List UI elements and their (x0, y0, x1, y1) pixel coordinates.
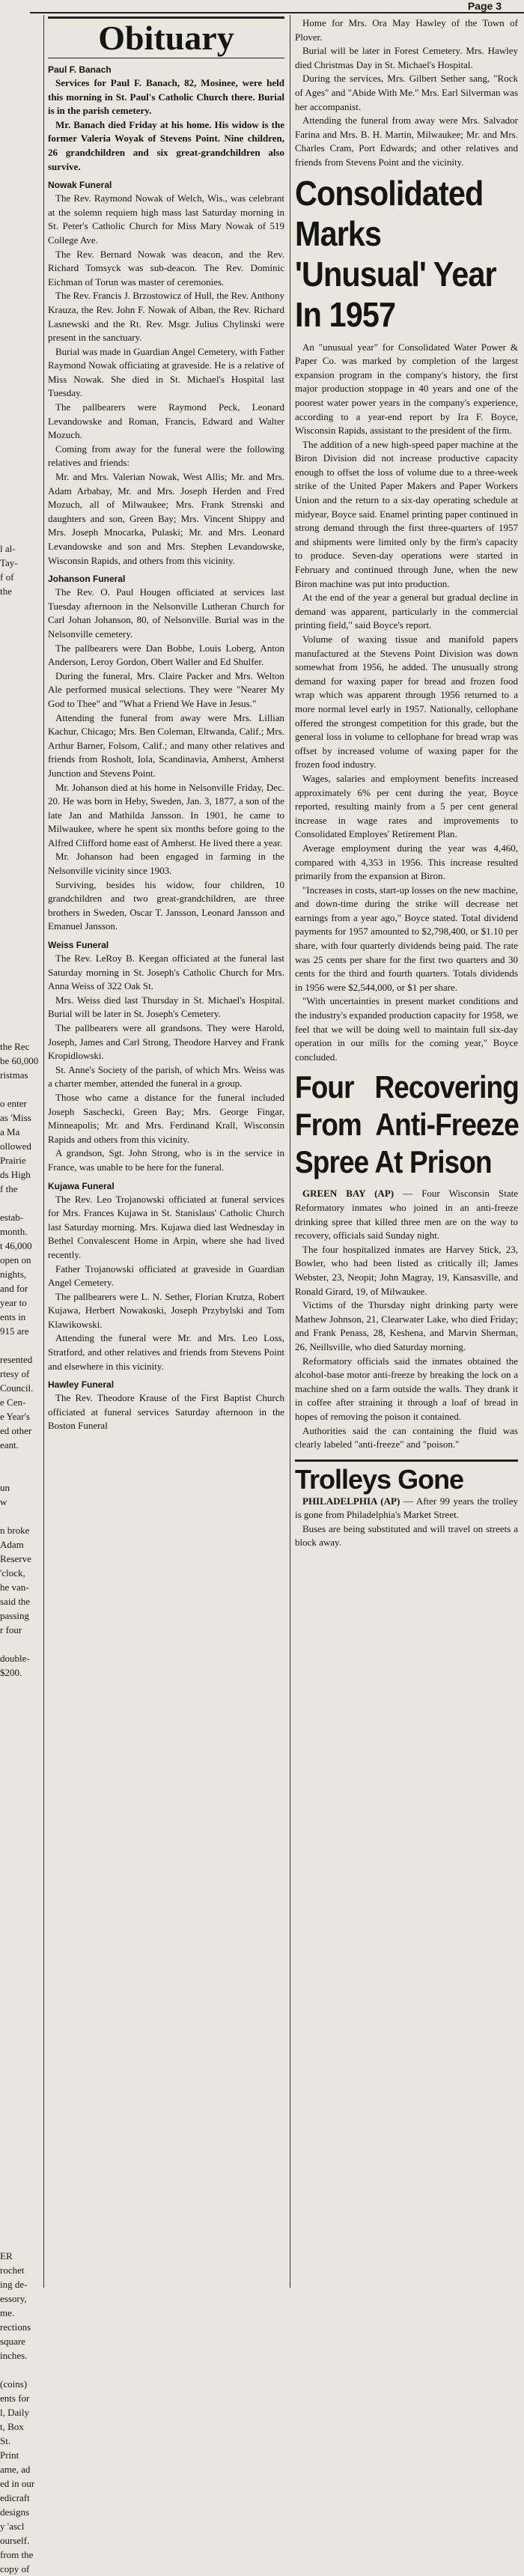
paragraph: Services for Paul F. Banach, 82, Mosinee, were held this morning in St. Paul's Catholic Church there. Burial is in the parish cemetery. (48, 77, 284, 117)
edge-text-line: edicraft (0, 2492, 30, 2503)
edge-text-line (0, 1737, 43, 1751)
edge-text-line (0, 641, 43, 655)
edge-text-line: Print (0, 2449, 19, 2461)
edge-text-line (0, 143, 43, 157)
edge-text-line: ed other (0, 1425, 32, 1436)
edge-text-line (0, 997, 43, 1011)
edge-text-line (0, 2092, 43, 2106)
edge-text-line (0, 2192, 43, 2206)
edge-text-line: Reserve (0, 1553, 31, 1564)
edge-text-line (0, 741, 43, 755)
edge-text-line: copy of (0, 2563, 30, 2575)
paragraph: The pallbearers were all grandsons. They were Harold, Joseph, James and Carl Strong, Theodore Harvey and Frank Kropidlowski. (48, 1022, 284, 1062)
edge-text-line (0, 2021, 43, 2035)
edge-text-line: resented (0, 1354, 33, 1365)
edge-text-line (0, 214, 43, 228)
paragraph: The addition of a new high-speed paper machine at the Biron Division did not increase productive capacity enough to offset the loss of volume due to a three-week strike of the United Paper Makers and Paper Workers Union and the return to a six-day operating schedule at midyear, Boyce said. Enamel printing paper continued in strong demand through the first three-quarters of 1957 and shipments were limited only by the firm's capacity to produce. Seven-day operations were started in February and continued through June, when the new Biron machine was put into production. (295, 438, 518, 589)
edge-text-line (0, 2220, 43, 2235)
edge-text-line (0, 456, 43, 470)
edge-text-line (0, 385, 43, 399)
edge-text-line (0, 285, 43, 300)
paragraph: The Rev. Bernard Nowak was deacon, and the Rev. Richard Tomsyck was sub-deacon. The Rev. Dominic Eichman of Torun was master of ceremonies. (48, 248, 284, 288)
edge-text-line (0, 243, 43, 257)
paragraph: The Rev. O. Paul Hougen officiated at services last Tuesday afternoon in the Nelsonville Lutheran Church for Carl Johan Johanson, 80, of Nelsonville. Burial was in the Nelsonville cemetery. (48, 586, 284, 640)
paragraph: The four hospitalized inmates are Harvey Stick, 23, Bowler, who had been listed as critically ill; James Webster, 23, Neopit; John Magray, 19, Kansasville, and Ronald Girard, 19, of Milwaukee. (295, 1243, 518, 1297)
edge-text-line (0, 883, 43, 897)
edge-text-line: ourself. (0, 2535, 30, 2546)
edge-text-line: Council. (0, 1382, 34, 1394)
edge-text-line (0, 1808, 43, 1822)
paragraph: Surviving, besides his widow, four children, 10 grandchildren and two great-grandchildren, are three brothers in Sweden, Oscar T. Jansson, Leonard Jansson and Emanuel Jansson. (48, 878, 284, 932)
edge-text-line: ollowed (0, 1140, 31, 1152)
dateline: PHILADELPHIA (AP) (302, 1495, 400, 1507)
edge-text-line: un (0, 1482, 10, 1493)
obituary-masthead: Obituary (48, 16, 284, 58)
edge-text-line (0, 200, 43, 214)
edge-text-line (0, 1950, 43, 1964)
paragraph: Victims of the Thursday night drinking party were Mathew Johnson, 21, Clearwater Lake, who died Friday; and Frank Penass, 28, Keshena, and Marvin Sherman, 26, Neillsville, who died Saturday morning. (295, 1299, 518, 1352)
edge-text-line: square (0, 2336, 25, 2347)
obituary-subhead: Paul F. Banach (48, 64, 112, 75)
edge-text-line (0, 1751, 43, 1765)
edge-text-line (0, 115, 43, 129)
edge-text-line (0, 2007, 43, 2021)
edge-text-line: rections (0, 2321, 31, 2333)
edge-text-line: r four (0, 1624, 22, 1635)
dateline: GREEN BAY (AP) (302, 1188, 394, 1200)
edge-text-line: ents in (0, 1311, 26, 1322)
consolidated-story (295, 341, 518, 1065)
edge-text-line: St. (0, 2435, 11, 2446)
paragraph: "Increases in costs, start-up losses on the new machine, and down-time during the strike will decrease net earnings from a year ago," Boyce stated. Total dividend payments for 1957 amounted to $2,798,400, or $1.10 per share, with four quarterly dividends being paid. The rate was 25 cents per share for the first two quarters and 30 cents for the third and fourth quarters. Totals dividends in 1956 were $2,544,000, or $1 per share. (295, 884, 518, 993)
paragraph (295, 1495, 518, 1522)
edge-text-line (0, 171, 43, 186)
paragraph: Reformatory officials said the inmates obtained the alcohol-base motor anti-freeze by breaking the lock on a machine shed on a farm outside the walls. They drank it in coffee after straining it through a loaf of bread in hopes of removing the poison it contained. (295, 1355, 518, 1422)
paragraph: Mrs. Weiss died last Thursday in St. Michael's Hospital. Burial will be later in St. Joseph's Cemetery. (48, 994, 284, 1020)
paragraph: The Rev. LeRoy B. Keegan officiated at the funeral last Saturday morning in St. Joseph's Catholic Church for Mrs. Anna Weiss of 322 Oak St. (48, 953, 284, 992)
edge-text-line (0, 300, 43, 314)
edge-text-line (0, 1836, 43, 1850)
paragraph: Average employment during the year was 4,460, compared with 4,353 in 1956. This increase resulted primarily from the expansion at Biron. (295, 842, 518, 882)
obituary-subhead: Weiss Funeral (48, 940, 109, 951)
edge-text-line: (coins) (0, 2378, 28, 2390)
edge-text-line (0, 712, 43, 726)
paragraph: The Rev. Theodore Krause of the First Baptist Church officiated at funeral services Saturday afternoon in the Boston Funeral (48, 1392, 284, 1432)
edge-text-line (0, 371, 43, 385)
edge-text-line (0, 257, 43, 271)
paragraph: The Rev. Francis J. Brzostowicz of Hull, the Rev. Anthony Krauza, the Rev. John F. Nowak of Alban, the Rev. Richard Lasnewski and the Rt. Rev. Msgr. Julius Chylinski were present in the sanctuary. (48, 290, 284, 344)
edge-text-line (0, 1509, 43, 1523)
edge-text-line (0, 271, 43, 285)
paragraph: An "unusual year" for Consolidated Water Power & Paper Co. was marked by completion of the largest expansion program in the company's history, the first major production stoppage in 40 years and one of the poorest water power years in the company's experience, according to a year-end report by Ira F. Boyce, Wisconsin Rapids, assistant to the president of the firm. (295, 341, 518, 437)
edge-text-line (0, 698, 43, 712)
edge-text-line: o enter (0, 1098, 27, 1109)
edge-text-line: t, Box (0, 2421, 24, 2432)
edge-text-line (0, 911, 43, 926)
edge-text-line (0, 1964, 43, 1978)
edge-text-line (0, 627, 43, 641)
paragraph: The Rev. Raymond Nowak of Welch, Wis., was celebrant at the solemn requiem high mass last Saturday morning in St. Peter's Catholic Church for Miss Mary Nowak of 519 College Ave. (48, 192, 284, 246)
edge-text-line (0, 926, 43, 940)
edge-text-line (0, 1907, 43, 1922)
paragraph: The pallbearers were Dan Bobbe, Louis Loberg, Anton Anderson, Leroy Gordon, Obert Waller and Ed Shulfer. (48, 642, 284, 668)
edge-text-line: essory, (0, 2293, 27, 2304)
edge-text-line: Prairie (0, 1155, 26, 1166)
edge-text-line (0, 598, 43, 613)
page-number: Page 3 (467, 0, 502, 12)
edge-text-line: 'clock, (0, 1567, 25, 1579)
paragraph: The Rev. Leo Trojanowski officiated at funeral services for Mrs. Frances Kujawa in St. Stanislaus' Catholic Church last Saturday morning. Mrs. Kujawa died last Wednesday in Bethel Convalescent Home in Arpin, where she had lived recently. (48, 1193, 284, 1260)
edge-text-line: ing de- (0, 2279, 28, 2290)
edge-text-line: a Ma (0, 1126, 20, 1137)
edge-text-line (0, 2235, 43, 2249)
edge-text-line (0, 1993, 43, 2007)
paragraph: Coming from away for the funeral were the following relatives and friends: (48, 443, 284, 469)
paragraph: During the funeral, Mrs. Claire Packer and Mrs. Welton Ale performed musical selections. They were "Nearer My God to Thee" and "What a Friend We Have in Jesus." (48, 669, 284, 709)
anti-freeze-story (295, 1187, 518, 1451)
edge-text-line: as 'Miss (0, 1112, 31, 1123)
edge-text-line: he van- (0, 1582, 29, 1593)
paragraph: Buses are being substituted and will travel on streets a block away. (295, 1522, 518, 1549)
edge-text-line (0, 755, 43, 769)
paragraph: Volume of waxing tissue and manifold papers manufactured at the Stevens Point Division was down somewhat from 1956, he added. The unusually strong demand for waxing paper for bread and frozen food wrap which was apparent through 1956 returned to a more normal level early in 1957. Nationally, cellophane offered the strongest competition for this grade, but the general loss in volume to cellophane for bread wrap was offset by increased volume of waxing paper for the frozen food industry. (295, 634, 518, 771)
edge-text-line (0, 783, 43, 798)
edge-text-line (0, 726, 43, 741)
edge-text-line: nights, (0, 1269, 27, 1280)
edge-text-line (0, 854, 43, 869)
edge-text-line: 915 are (0, 1325, 29, 1337)
edge-text-line (0, 413, 43, 428)
edge-text-line (0, 72, 43, 86)
edge-text-line: l al- (0, 543, 16, 554)
edge-text-line (0, 342, 43, 356)
edge-text-line (0, 1082, 43, 1096)
edge-text-line: ame, ad (0, 2464, 31, 2475)
paragraph: Mr. and Mrs. Valerian Nowak, West Allis; Mr. and Mrs. Adam Arbabay, Mr. and Mrs. Joseph Herden and Fred Mozuch, all of Milwaukee; Mrs. Frank Strenski and daughters and son, Green Bay; Mrs. Vincent Shippy and Mrs. Joseph Mnocarka, Pulaski; Mr. and Mrs. Leonard Levandowske and son and Mrs. Stephen Levandowske, Wisconsin Rapids, and others from this vicinity. (48, 471, 284, 566)
edge-text-line (0, 43, 43, 58)
edge-text-line: ents for (0, 2393, 30, 2404)
edge-text-line (0, 954, 43, 968)
column-rule (43, 15, 44, 2288)
paragraph: Mr. Johanson had been engaged in farming in the Nelsonville vicinity since 1903. (48, 851, 284, 877)
paragraph: Authorities said the can containing the fluid was clearly labeled "anti-freeze" and "poison." (295, 1424, 518, 1450)
edge-text-line (0, 484, 43, 499)
obituary-subhead: Johanson Funeral (48, 574, 126, 585)
edge-text-line (0, 2035, 43, 2050)
edge-text-line (0, 2178, 43, 2192)
edge-text-line (0, 940, 43, 954)
edge-text-line (0, 2206, 43, 2220)
edge-text-line: month. (0, 1226, 28, 1237)
edge-text-line: passing (0, 1610, 29, 1621)
anti-freeze-headline: Four Recovering From Anti-Freeze Spree At Prison (295, 1069, 519, 1180)
edge-text-line (0, 513, 43, 527)
edge-text-line (0, 186, 43, 200)
obituary-subhead: Hawley Funeral (48, 1379, 115, 1391)
edge-text-line (0, 2363, 43, 2377)
trolleys-headline: Trolleys Gone (295, 1459, 518, 1495)
edge-text-line: the Rec (0, 1041, 30, 1052)
edge-text-line (0, 314, 43, 328)
edge-text-line (0, 812, 43, 826)
edge-text-line (0, 1466, 43, 1480)
edge-text-line: f of (0, 571, 14, 583)
edge-text-line (0, 29, 43, 43)
edge-text-line: double- (0, 1653, 30, 1664)
edge-text-line (0, 129, 43, 143)
edge-text-line (0, 826, 43, 840)
edge-text-line (0, 1793, 43, 1808)
paragraph: The pallbearers were Raymond Peck, Leonard Levandowske and Roman, Francis, Edward and Walter Mozuch. (48, 401, 284, 441)
paragraph: Home for Mrs. Ora May Hawley of the Town of Plover. (295, 17, 518, 43)
edge-text-line (0, 1850, 43, 1865)
obituary-subhead: Nowak Funeral (48, 180, 112, 191)
edge-text-line: ristmas (0, 1069, 28, 1081)
edge-text-line: ds High (0, 1169, 31, 1180)
edge-text-line (0, 2106, 43, 2121)
edge-text-line (0, 1025, 43, 1039)
edge-text-line (0, 2064, 43, 2078)
edge-text-line: open on (0, 1254, 31, 1266)
edge-text-line (0, 157, 43, 171)
paragraph (295, 1187, 518, 1242)
paragraph: Mr. Johanson died at his home in Nelsonville Friday, Dec. 20. He was born in Heby, Sweden, Jan. 3, 1877, a son of the late Jan and Mathilda Jansson. In 1901, he came to Milwaukee, where he spent six months before going to the Alfred Clifford home east of Amherst. He lived there a year. (48, 781, 284, 848)
edge-text-line: ER (0, 2250, 13, 2261)
edge-text-line (0, 2078, 43, 2092)
paragraph: During the services, Mrs. Gilbert Sether sang, "Rock of Ages" and "Abide With Me." Mrs. Earl Silverman was her accompanist. (295, 73, 518, 112)
edge-text-line: estab- (0, 1212, 24, 1223)
paragraph: Those who came a distance for the funeral included Joseph Saschecki, Green Bay; Mrs. George Fingar, Minneapolis; Mr. and Mrs. Ferdinand Krall, Wisconsin Rapids and others from this vicinity. (48, 1091, 284, 1145)
edge-text-line (0, 15, 43, 29)
consolidated-headline: Consolidated Marks 'Unusual' Year In 1957 (295, 173, 496, 334)
paragraph: Attending the funeral were Mr. and Mrs. Leo Loss, Stratford, and other relatives and friends from Stevens Point and elsewhere in this vicinity. (48, 1332, 284, 1372)
paragraph: Wages, salaries and employment benefits increased approximately 6% per cent during the year, Boyce reported, resulting mainly from a 5 per cent general increase in wage rates and improvements to Consolidated Employes' Retirement Plan. (295, 772, 518, 840)
edge-text-line (0, 897, 43, 911)
edge-text-line: ed in our (0, 2478, 35, 2489)
edge-text-line (0, 2163, 43, 2178)
edge-text-line: from the (0, 2549, 34, 2560)
edge-text-line (0, 1822, 43, 1836)
edge-text-line (0, 1779, 43, 1793)
edge-text-line (0, 100, 43, 115)
obituary-column (48, 16, 284, 1433)
edge-text-line: be 60,000 (0, 1055, 39, 1066)
edge-text-line (0, 228, 43, 243)
edge-text-line (0, 1722, 43, 1737)
edge-text-line (0, 527, 43, 541)
edge-text-line (0, 356, 43, 371)
edge-text-line: t 46,000 (0, 1240, 32, 1251)
edge-text-line: $200. (0, 1667, 22, 1678)
edge-text-line: rtesy of (0, 1368, 30, 1379)
edge-text-line: eant. (0, 1439, 19, 1450)
edge-text-line (0, 613, 43, 627)
edge-text-line (0, 399, 43, 413)
edge-text-line: n broke (0, 1525, 30, 1536)
trolleys-story (295, 1495, 518, 1550)
edge-text-line (0, 2121, 43, 2135)
edge-text-line (0, 655, 43, 669)
obituary-articles (48, 64, 284, 1433)
edge-text-line: year to (0, 1297, 27, 1308)
edge-text-line (0, 2050, 43, 2064)
edge-text-line: said the (0, 1596, 31, 1607)
edge-text-line: e Cen- (0, 1397, 26, 1408)
edge-text-line (0, 798, 43, 812)
page-header-rule (30, 0, 524, 13)
edge-text-line: y 'ascl (0, 2521, 25, 2532)
edge-text-line (0, 328, 43, 342)
edge-text-line (0, 982, 43, 997)
edge-text-line (0, 669, 43, 684)
edge-text-line: and for (0, 1283, 28, 1294)
edge-text-line: w (0, 1496, 7, 1507)
edge-text-line (0, 769, 43, 783)
edge-text-line (0, 869, 43, 883)
edge-text-line (0, 1922, 43, 1936)
edge-text-line (0, 470, 43, 484)
edge-text-line (0, 684, 43, 698)
edge-text-line (0, 1936, 43, 1950)
paragraph: Burial will be later in Forest Cemetery. Mrs. Hawley died Christmas Day in St. Michael's Hospital. (295, 45, 518, 70)
edge-text-line: e Year's (0, 1411, 30, 1422)
edge-text-line: designs (0, 2506, 29, 2518)
paragraph: Father Trojanowski officiated at graveside in Guardian Angel Cemetery. (48, 1263, 284, 1289)
news-column (295, 16, 518, 1550)
paragraph: Mr. Banach died Friday at his home. His widow is the former Valeria Woyak of Stevens Point. Nine children, 26 grandchildren and six great-grandchildren also survive. (48, 118, 284, 172)
edge-text-line: Tay- (0, 557, 18, 568)
edge-text-line: Adam (0, 1539, 24, 1550)
paragraph: The pallbearers were L. N. Sether, Florian Krutza, Robert Kujawa, Herbert Nowakoski, Joseph Przybylski and Tom Klawikowski. (48, 1290, 284, 1330)
edge-text-line (0, 2149, 43, 2163)
paragraph: At the end of the year a general but gradual decline in demand was apparent, particularly in the commercial printing field," said Boyce's report. (295, 592, 518, 631)
edge-text-line (0, 58, 43, 72)
edge-text-line (0, 1011, 43, 1025)
paragraph: "With uncertainties in present market conditions and the industry's expanded production capacity for 1958, we feel that we will be doing well to maintain full six-day operation in our mills for the coming year," Boyce concluded. (295, 995, 518, 1063)
paragraph: St. Anne's Society of the parish, of which Mrs. Weiss was a charter member, attended the funeral in a group. (48, 1063, 284, 1090)
edge-text-line (0, 1694, 43, 1708)
edge-text-line (0, 499, 43, 513)
edge-text-line: inches. (0, 2350, 28, 2361)
edge-text-line: l, Daily (0, 2407, 29, 2418)
edge-text-line (0, 1893, 43, 1907)
paragraph: Attending the funeral from away were Mrs. Lillian Kachur, Chicago; Mrs. Ben Coleman, Eltwanda, Calif.; Mrs. Arthur Barner, Folsom, Calif.; and many other relatives and friends from Rosholt, Iola, Scandinavia, Amherst, Amherst Junction and Stevens Point. (48, 711, 284, 779)
edge-text-line (0, 1879, 43, 1893)
adjacent-page-edge-text (0, 15, 43, 2575)
hawley-continued (295, 16, 518, 170)
edge-text-line: the (0, 586, 12, 597)
edge-text-line (0, 1708, 43, 1722)
edge-text-line (0, 1765, 43, 1779)
paragraph: Burial was made in Guardian Angel Cemetery, with Father Raymond Nowak officiating at graveside. He is a relative of Miss Nowak. She died in St. Michael's Hospital last Tuesday. (48, 345, 284, 399)
edge-text-line (0, 1978, 43, 1993)
edge-text-line (0, 86, 43, 100)
edge-text-line: me. (0, 2307, 15, 2318)
edge-text-line: f the (0, 1183, 18, 1194)
edge-text-line (0, 968, 43, 982)
edge-text-line (0, 1680, 43, 1694)
edge-text-line (0, 1196, 43, 1210)
edge-text-line (0, 1637, 43, 1651)
edge-text-line (0, 2135, 43, 2149)
edge-text-line (0, 1865, 43, 1879)
obituary-subhead: Kujawa Funeral (48, 1180, 115, 1191)
paragraph-text: — Four Wisconsin State Reformatory inmates who joined in an anti-freeze drinking spree that killed three men are on the way to recovery, officials said Sunday night. (295, 1188, 518, 1242)
edge-text-line (0, 1338, 43, 1352)
paragraph: Attending the funeral from away were Mrs. Salvador Farina and Mrs. B. H. Martin, Milwaukee; Mr. and Mrs. Charles Cram, Port Edwards; and other relatives and friends from Stevens Point and the vicinity. (295, 115, 518, 168)
edge-text-line (0, 428, 43, 442)
edge-text-line (0, 840, 43, 854)
paragraph-text: — After 99 years the trolley is gone from Philadelphia's Market Street. (295, 1495, 518, 1521)
edge-text-line (0, 442, 43, 456)
paragraph: A grandson, Sgt. John Strong, who is in the service in France, was unable to be here for the funeral. (48, 1147, 284, 1173)
edge-text-line: rochet (0, 2264, 25, 2276)
edge-text-line (0, 1452, 43, 1466)
